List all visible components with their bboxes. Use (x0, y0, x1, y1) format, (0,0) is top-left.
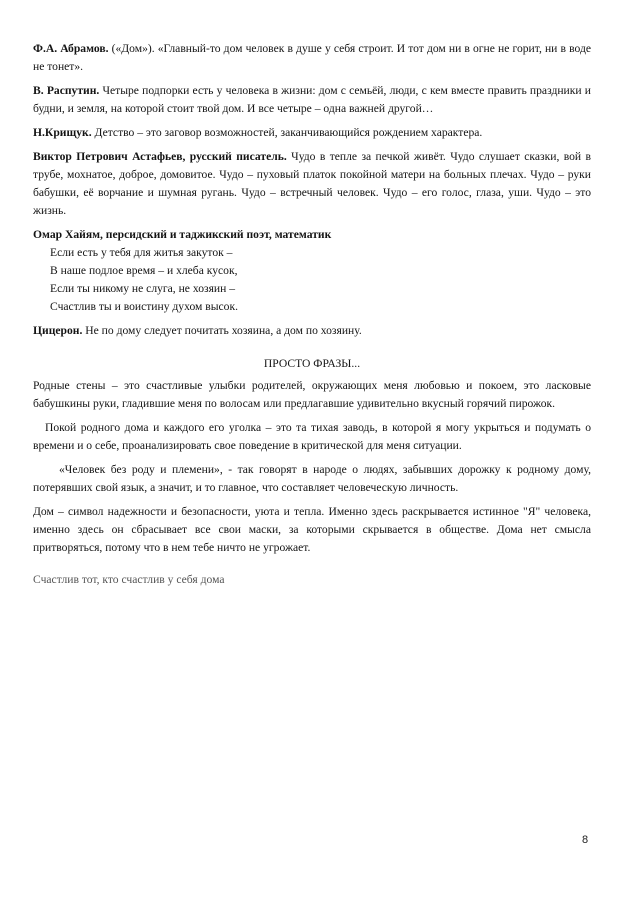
quote-author: Ф.А. Абрамов. (33, 42, 109, 55)
closing-line: Счастлив тот, кто счастлив у себя дома (33, 573, 225, 586)
quote-krishchuk (33, 124, 591, 142)
phrase-paragraph: Покой родного дома и каждого его уголка – это та тихая заводь, в которой я могу укрыться и подумать о времени и о себе, проанализировать свое поведение в критической для меня ситуации. (33, 421, 591, 452)
poem-line: В наше подлое время – и хлеба кусок, (50, 264, 238, 277)
poem-line: Если есть у тебя для житья закуток – (50, 246, 233, 259)
quote-author: Цицерон. (33, 324, 83, 337)
quote-rasputin (33, 82, 591, 118)
page-number: 8 (582, 834, 589, 846)
quote-khayyam (33, 226, 591, 316)
quote-author: В. Распутин. (33, 84, 100, 97)
phrase-paragraph: «Человек без роду и племени», - так говорят в народе о людях, забывших дорожку к родному дому, потерявших свой язык, а значит, и то главное, что составляет человеческую личность. (33, 463, 591, 494)
quote-cicero (33, 322, 591, 340)
quote-text: Детство – это заговор возможностей, заканчивающийся рождением характера. (91, 126, 483, 139)
quote-author: Омар Хайям, персидский и таджикский поэт, математик (33, 228, 332, 241)
quote-text: («Дом»). «Главный-то дом человек в душе у себя строит. И тот дом ни в огне не горит, ни в воде не тонет». (33, 42, 591, 73)
phrase-paragraph: Родные стены – это счастливые улыбки родителей, окружающих меня любовью и покоем, это ласковые бабушкины руки, гладившие меня по волосам или предлагавшие удивительно вкусный горячий пирожок. (33, 379, 591, 410)
quote-text: Четыре подпорки есть у человека в жизни: дом с семьёй, люди, с кем вместе править праздники и будни, и земля, на которой стоит твой дом. И все четыре – одна важней другой… (33, 84, 591, 115)
quote-astafiev (33, 148, 591, 220)
quote-author: Н.Крищук. (33, 126, 92, 139)
phrase-paragraph: Дом – символ надежности и безопасности, уюта и тепла. Именно здесь раскрывается истинное "Я" человека, именно здесь он сбрасывает все свои маски, за которыми скрывается в обществе. Дома нет смысла притворяться, потому что в нем тебе ничто не угрожает. (33, 505, 591, 554)
quote-text: Не по дому следует почитать хозяина, а дом по хозяину. (82, 324, 362, 337)
poem-line: Если ты никому не слуга, не хозяин – (50, 282, 236, 295)
quote-author: Виктор Петрович Астафьев, русский писатель. (33, 150, 287, 163)
poem-line: Счастлив ты и воистину духом высок. (50, 300, 239, 313)
section-heading: ПРОСТО ФРАЗЫ... (263, 357, 361, 370)
quote-text: Чудо в тепле за печкой живёт. Чудо слушает сказки, вой в трубе, мохнатое, доброе, домовитое. Чудо – пуховый платок покойной матери на больных плечах. Чудо – руки бабушки, её ворчание и шумная ругань. Чудо – встречный человек. Чудо – его голос, глаза, уши. Чудо – это жизнь. (33, 150, 591, 217)
quote-abramov (33, 40, 591, 76)
